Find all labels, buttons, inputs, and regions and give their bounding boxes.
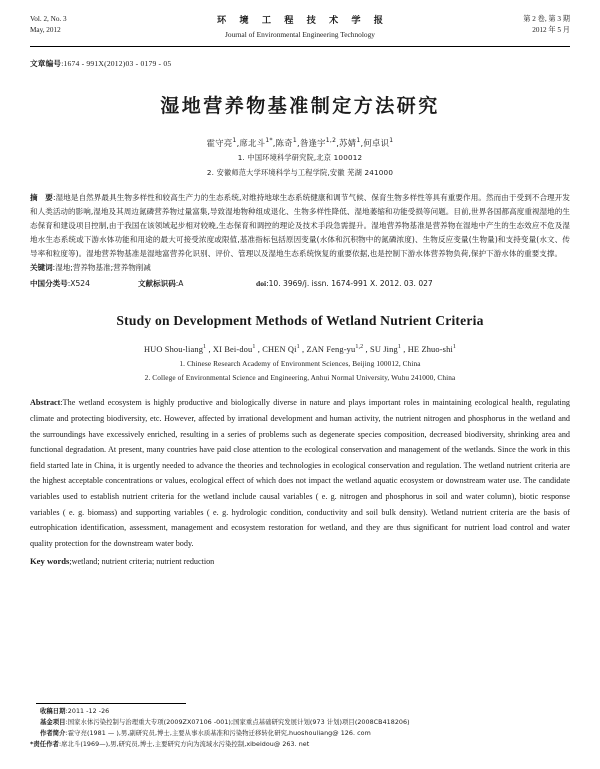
document-code-value: :A: [175, 279, 184, 289]
corresponding-label: 责任作者: [33, 741, 59, 749]
doi-label: doi: [256, 279, 267, 289]
corresponding-star: *: [30, 741, 34, 749]
footnote-corresponding-author: [30, 740, 570, 751]
document-code: [138, 277, 256, 291]
page-title-cn: 湿地营养物基准制定方法研究: [160, 94, 440, 117]
running-head: [30, 14, 570, 41]
footnotes: [30, 703, 570, 751]
keywords-cn-label: 关键词: [30, 263, 53, 273]
received-label: 收稿日期: [40, 708, 66, 716]
journal-title-en: Journal of Environmental Engineering Technology: [225, 30, 375, 40]
corresponding-value: :席北斗(1969—),男,研究员,博士,主要研究方向为流域水污染控制,xibeidou@ 263. net: [58, 741, 310, 749]
affiliation-en-1: 1. Chinese Research Academy of Environment Sciences, Beijing 100012, China: [179, 359, 421, 369]
author-bio-value: :霍守亮(1981 — ),男,副研究员,博士,主要从事水质基准和污染物迁移转化研究,huoshouliang@ 126. com: [65, 730, 371, 738]
abstract-cn-label: 摘 要: [30, 192, 53, 202]
clc-number: [30, 277, 138, 291]
page-title-en: Study on Development Methods of Wetland Nutrient Criteria: [116, 313, 484, 329]
classification-row: [30, 277, 570, 291]
clc-label: 中国分类号: [30, 279, 68, 289]
authors-cn: 霍守亮$^1$,席北斗$^{1*}$,陈奇$^1$,昝逢宇$^{1,2}$,苏婧$^1$,何卓识$^1$: [206, 136, 394, 148]
article-number: [30, 58, 570, 69]
authors-en: HUO Shou-liang$^1$ , XI Bei-dou$^1$ , CHEN Qi$^1$ , ZAN Feng-yu$^{1,2}$ , SU Jing$^1$ , HE Zhuo-shi$^1$: [143, 344, 457, 355]
date-cn: 2012 年 5 月: [532, 26, 570, 35]
keywords-cn: [30, 261, 570, 275]
article-number-label: 文章编号: [30, 58, 62, 68]
clc-value: :X524: [67, 279, 90, 289]
running-head-right: [460, 14, 570, 36]
document-code-label: 文献标识码: [138, 279, 176, 289]
volume-issue-en: Vol. 2, No. 3: [30, 15, 67, 23]
fund-value: :国家水体污染控制与治理重大专项(2009ZX07106 -001);国家重点基础研究发展计划(973 计划)项目(2008CB418206): [65, 719, 410, 727]
keywords-en-label: Key words: [30, 555, 70, 566]
date-en: May, 2012: [30, 26, 61, 35]
abstract-en: [30, 395, 570, 552]
doi[interactable]: [256, 277, 570, 291]
header-divider: [30, 46, 570, 47]
author-bio-label: 作者简介: [40, 730, 66, 738]
affiliation-cn-2: 2. 安徽师范大学环境科学与工程学院,安徽 芜湖 241000: [206, 167, 394, 177]
affiliation-cn-1: 1. 中国环境科学研究院,北京 100012: [237, 153, 363, 163]
footnote-received: [30, 707, 570, 718]
keywords-cn-text: :湿地;营养物基准;营养物削减: [52, 263, 151, 273]
footnote-fund: [30, 718, 570, 729]
journal-title-cn: 环 境 工 程 技 术 学 报: [217, 15, 388, 26]
abstract-en-label: Abstract: [30, 398, 61, 408]
article-number-value: :1674 - 991X(2012)03 - 0179 - 05: [61, 58, 172, 68]
abstract-cn-text: :湿地是自然界最具生物多样性和较高生产力的生态系统,对维持地球生态系统健康和调节气候、保育生物多样性等具有重要作用。然而由于受到不合理开发和人类活动的影响,湿地及其周边氮磷营养物过量富集,导致湿地物种组成退化、生物多样性降低、湿地萎缩和功能受损等问题。目前,世界各国都高度重视湿地的生态保育和建设项目控制,由于我国在该领域起步相对较晚,生态保育和调控的理论及技术手段急需提升。湿地营养物基准是营养物在湿地中产生的生态效应不危及湿地水生态系统或下游水体功能和用途的最大可接受浓度或限值,基准指标包括原因变量(水体和沉积物中的氮磷浓度)、生物反应变量(生物量)和支持变量(水文、传导率和粒度等)。湿地营养物基准是湿地富营养化识别、评价、管理以及湿地生态系统恢复的重要依据,也是控制下游水体营养物负荷,保护下游水体的重要支撑。: [30, 192, 570, 258]
keywords-en: [30, 553, 570, 570]
keywords-en-text: ;wetland; nutrient criteria; nutrient reduction: [69, 556, 215, 566]
footnote-author-bio: [30, 729, 570, 740]
running-head-left: [30, 14, 140, 36]
volume-issue-cn: 第 2 卷, 第 3 期: [523, 15, 570, 23]
journal-title-block: [140, 14, 460, 41]
abstract-cn: [30, 191, 570, 261]
footnote-divider: [36, 703, 186, 704]
affiliation-en-2: 2. College of Environmental Science and Engineering, Anhui Normal University, Wuhu 241000, China: [144, 373, 456, 383]
received-value: :2011 -12 -26: [65, 708, 110, 716]
doi-value: :10. 3969/j. issn. 1674-991 X. 2012. 03. 027: [266, 279, 433, 289]
abstract-en-text: :The wetland ecosystem is highly productive and biologically diverse in nature and plays important roles in maintaining ecological health, regulating climate and protecting biodiversity, etc. However, affected by irrational development and human activity, the nutrient nitrogen and phosphorus in the wetland and the surroundings have excessively enriched, resulting in a series of problems such as degenerate species composition, decreased biodiversity, shrinking area and functional degradation. At present, many countries have paid close attention to the ecological conservation and management of the wetlands. Since the work in this field started late in China, it is urgently needed to advance the theories and technologies in ecological conservation and regulation. The wetland nutrient criteria are the highest acceptable concentrations or values, ecological effect of which does not impact the wetland aquatic ecosystem or downstream water use. The candidate variables used to establish nutrient criteria for the wetland include causal variables ( e. g. nitrogen and phosphorus in soil and water column), biotic response variables ( e. g. biomass) and supporting variables ( e. g. hydrologic condition, conductivity and soil bulk density). Wetland nutrient criteria are the basis of eutrophication identification, assessment, management and ecosystem restoration for wetland, and they are thus significant for nutrient load control and water quality protection for the downstream water body.: [30, 398, 570, 549]
fund-label: 基金项目: [40, 719, 66, 727]
